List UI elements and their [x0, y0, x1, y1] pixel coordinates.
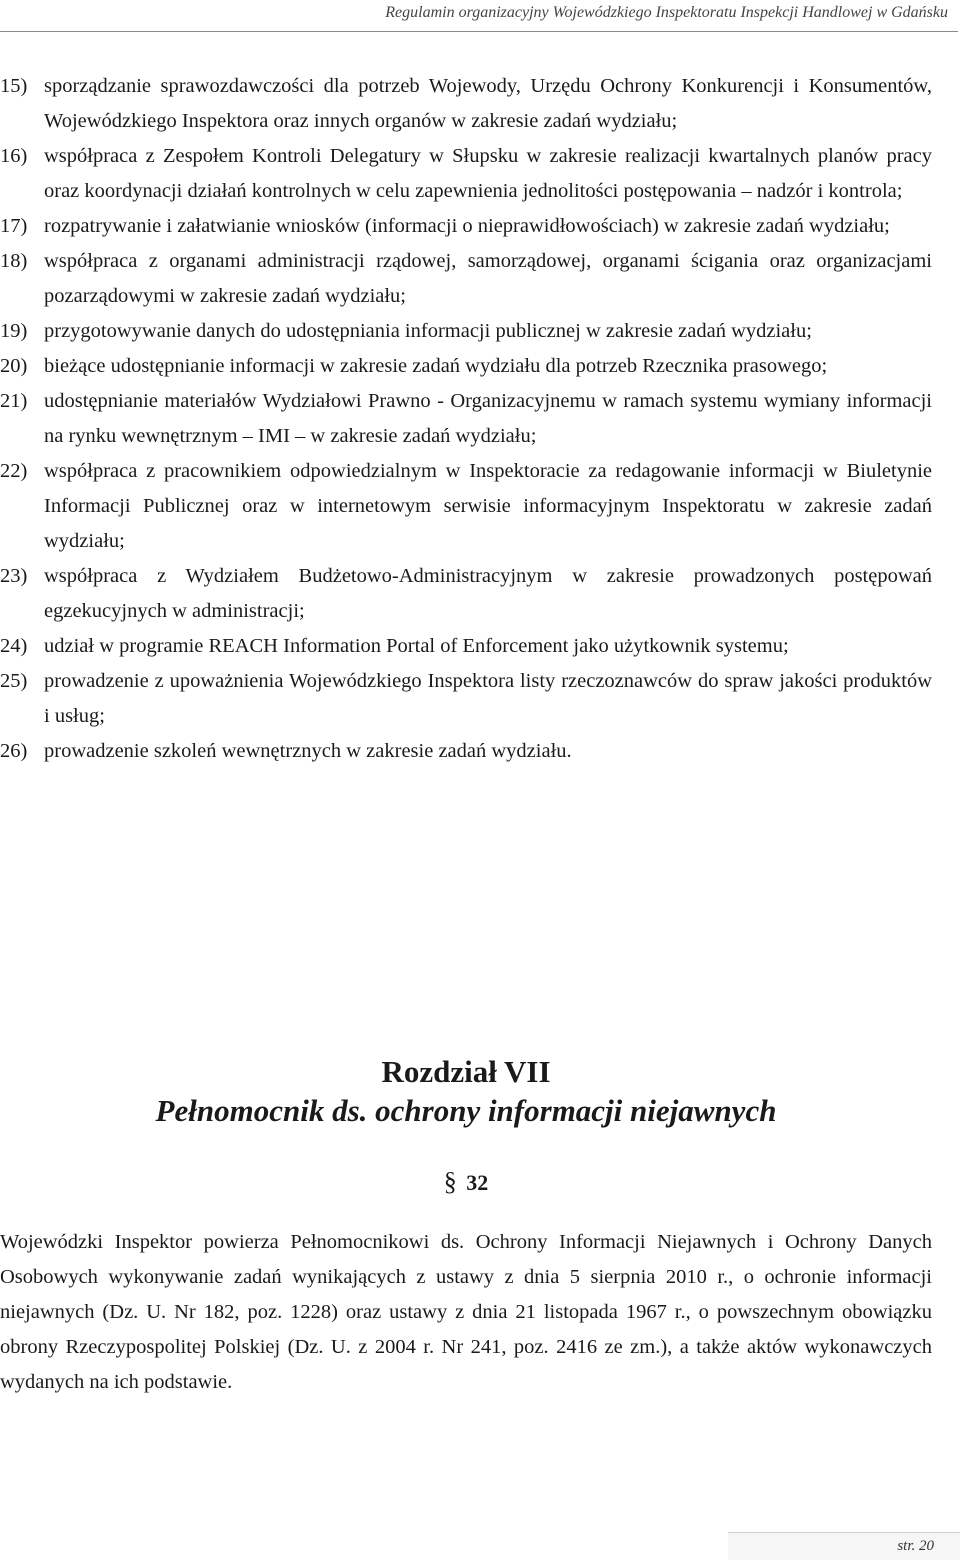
- list-item: [0, 734, 932, 769]
- list-item-number: 19): [0, 320, 28, 342]
- list-item: [0, 629, 932, 664]
- list-item: [0, 349, 932, 384]
- list-item-number: 21): [0, 390, 28, 412]
- section-heading: [0, 1165, 932, 1200]
- list-item-number: 25): [0, 670, 28, 692]
- list-item-text: współpraca z organami administracji rządowej, samorządowej, organami ścigania oraz organizacjami pozarządowymi w zakresie zadań wydziału;: [44, 250, 932, 307]
- list-item-number: 24): [0, 635, 28, 657]
- list-item-text: współpraca z Zespołem Kontroli Delegatury w Słupsku w zakresie realizacji kwartalnych planów pracy oraz koordynacji działań kontrolnych w celu zapewnienia jednolitości postępowania – nadzór i kontrola;: [44, 145, 932, 202]
- list-item-number: 23): [0, 565, 28, 587]
- section-paragraph: Wojewódzki Inspektor powierza Pełnomocnikowi ds. Ochrony Informacji Niejawnych i Ochrony Danych Osobowych wykonywanie zadań wynikających z ustawy z dnia 5 sierpnia 2010 r., o ochronie informacji niejawnych (Dz. U. Nr 182, poz. 1228) oraz ustawy z dnia 21 listopada 1967 r., o powszechnym obowiązku obrony Rzeczypospolitej Polskiej (Dz. U. z 2004 r. Nr 241, poz. 2416 ze zm.), a także aktów wykonawczych wydanych na ich podstawie.: [0, 1231, 932, 1393]
- list-item-number: 20): [0, 355, 28, 377]
- list-item-number: 26): [0, 740, 28, 762]
- list-item: [0, 664, 932, 734]
- section-sign: §: [443, 1167, 457, 1196]
- list-item-text: bieżące udostępnianie informacji w zakresie zadań wydziału dla potrzeb Rzecznika prasowego;: [44, 355, 828, 377]
- chapter-title: Pełnomocnik ds. ochrony informacji niejawnych: [155, 1093, 777, 1128]
- list-item-text: sporządzanie sprawozdawczości dla potrzeb Wojewody, Urzędu Ochrony Konkurencji i Konsumentów, Wojewódzkiego Inspektora oraz innych organów w zakresie zadań wydziału;: [44, 75, 932, 132]
- task-list: [0, 69, 932, 769]
- running-header-title: Regulamin organizacyjny Wojewódzkiego Inspektoratu Inspekcji Handlowej w Gdańsku: [385, 4, 948, 21]
- list-item-text: współpraca z Wydziałem Budżetowo-Administracyjnym w zakresie prowadzonych postępowań egzekucyjnych w administracji;: [44, 565, 932, 622]
- chapter-heading: [0, 1052, 932, 1130]
- list-item-text: prowadzenie szkoleń wewnętrznych w zakresie zadań wydziału.: [44, 740, 572, 762]
- list-item: [0, 209, 932, 244]
- list-item-number: 16): [0, 145, 28, 167]
- list-item-text: prowadzenie z upoważnienia Wojewódzkiego Inspektora listy rzeczoznawców do spraw jakości produktów i usług;: [44, 670, 932, 727]
- list-item-text: przygotowywanie danych do udostępniania informacji publicznej w zakresie zadań wydziału;: [44, 320, 812, 342]
- running-header: [0, 2, 958, 32]
- section-number: 32: [466, 1170, 489, 1195]
- list-item-number: 18): [0, 250, 28, 272]
- page-footer: [728, 1532, 960, 1560]
- list-item: [0, 314, 932, 349]
- list-item: [0, 244, 932, 314]
- list-item-text: udostępnianie materiałów Wydziałowi Prawno - Organizacyjnemu w ramach systemu wymiany informacji na rynku wewnętrznym – IMI – w zakresie zadań wydziału;: [44, 390, 932, 447]
- list-item: [0, 384, 932, 454]
- list-item-text: udział w programie REACH Information Portal of Enforcement jako użytkownik systemu;: [44, 635, 789, 657]
- list-item: [0, 139, 932, 209]
- list-item-number: 17): [0, 215, 28, 237]
- list-item-number: 22): [0, 460, 28, 482]
- list-item-text: rozpatrywanie i załatwianie wniosków (informacji o nieprawidłowościach) w zakresie zadań wydziału;: [44, 215, 890, 237]
- list-item: [0, 454, 932, 559]
- list-item: [0, 559, 932, 629]
- page-number: str. 20: [897, 1538, 934, 1554]
- chapter-number: Rozdział VII: [381, 1054, 551, 1089]
- list-item-text: współpraca z pracownikiem odpowiedzialnym w Inspektoracie za redagowanie informacji w Biuletynie Informacji Publicznej oraz w internetowym serwisie informacyjnym Inspektoratu w zakresie zadań wydziału;: [44, 460, 932, 552]
- list-item: [0, 69, 932, 139]
- list-item-number: 15): [0, 75, 28, 97]
